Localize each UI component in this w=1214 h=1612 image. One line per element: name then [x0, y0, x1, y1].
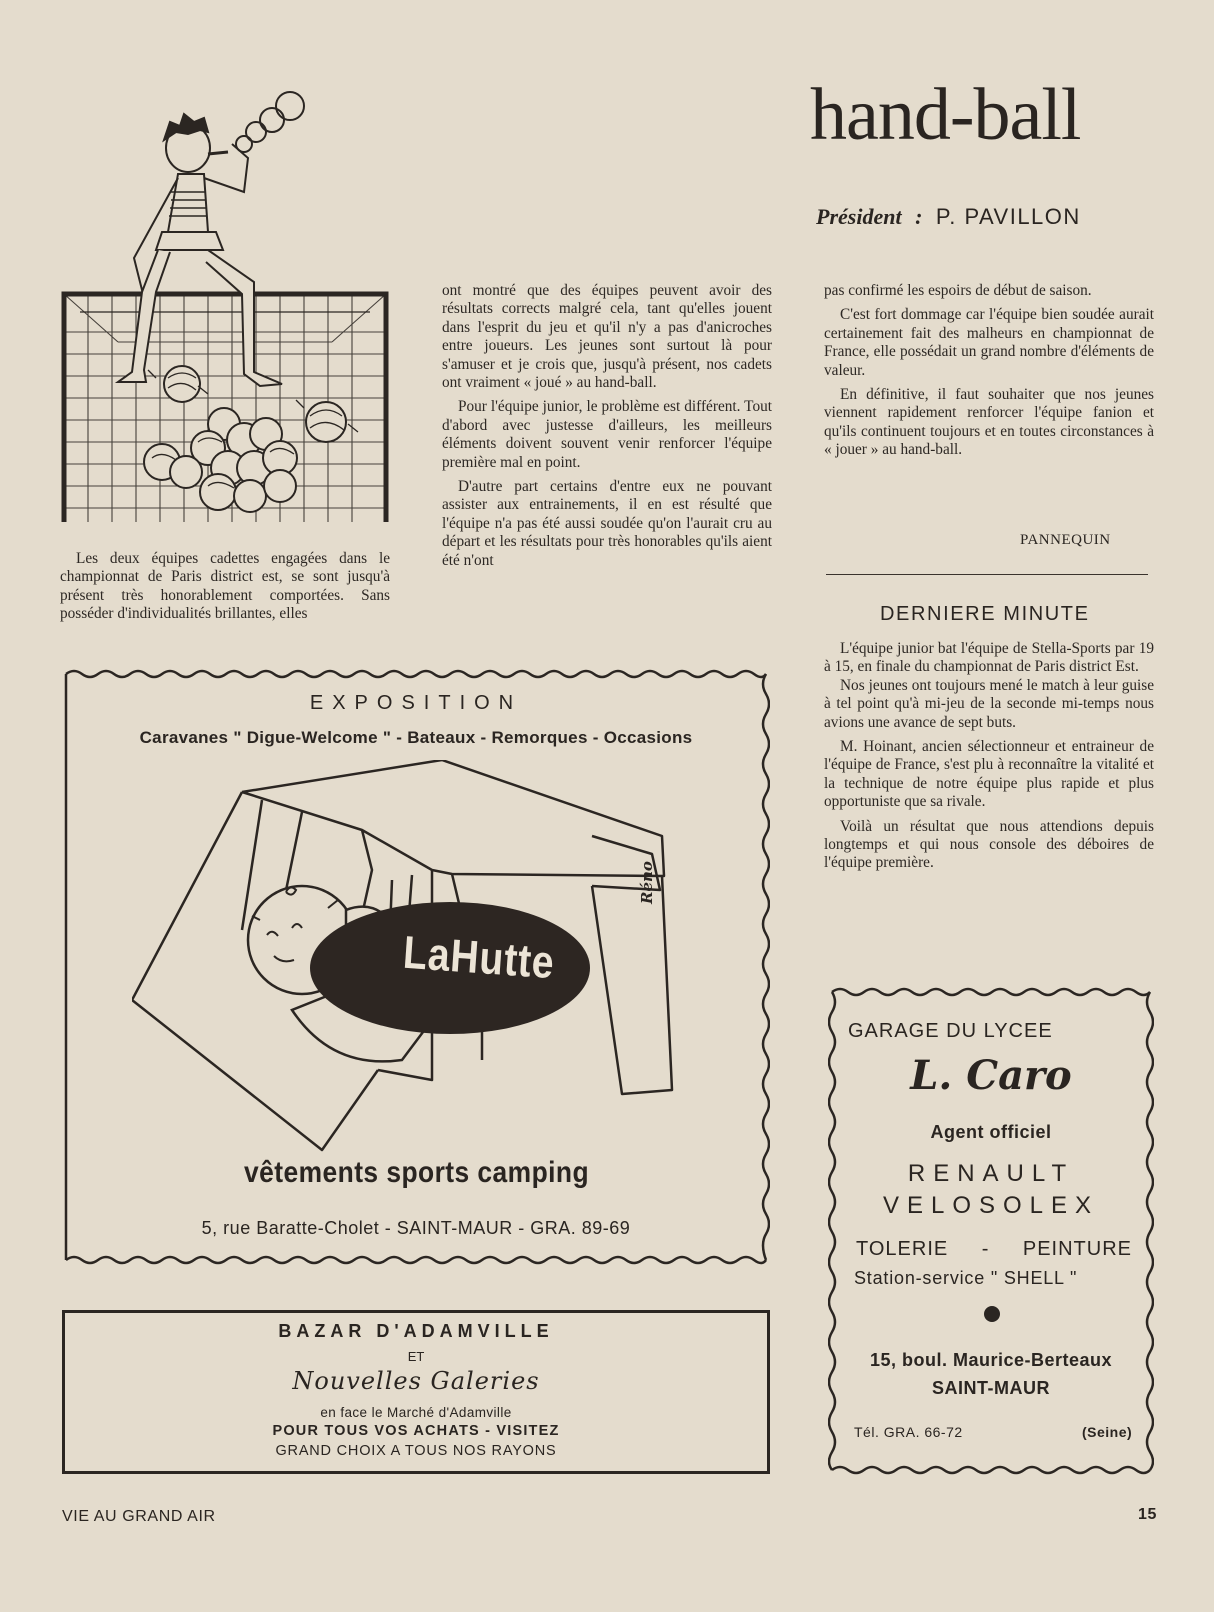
ad-artist-signature: Réno: [638, 861, 656, 904]
article-paragraph: En définitive, il faut souhaiter que nos jeunes viennent rapidement renforcer l'équipe fanion et qu'ils continuent toujours et en toutes circonstances à « jouer » au hand-ball.: [824, 386, 1154, 459]
ad-bazar-location: en face le Marché d'Adamville: [320, 1405, 512, 1420]
ad-exposition-heading: EXPOSITION: [309, 692, 523, 714]
president-line: [816, 204, 1081, 230]
article-paragraph: Les deux équipes cadettes engagées dans le championnat de Paris district est, se sont jusqu'à présent très honorablement comportées. Sans posséder d'individualités brillantes, elles: [60, 550, 390, 623]
ad-garage-services: [856, 1238, 1132, 1261]
derniere-minute-paragraph: L'équipe junior bat l'équipe de Stella-Sports par 19 à 15, en finale du championnat de Paris district Est.: [824, 640, 1154, 676]
president-role: Président: [816, 204, 902, 229]
ad-bazar-title: BAZAR D'ADAMVILLE: [278, 1321, 554, 1341]
article-paragraph: D'autre part certains d'entre eux ne pouvant assister aux entrainements, il en est résulté que l'équipe n'a pas été aussi soudée qu'on l'aurait cru au départ et les résultats pour très honorables qu'ils aient été n'ont: [442, 478, 772, 569]
ad-exposition-subheading: Caravanes " Digue-Welcome " - Bateaux - Remorques - Occasions: [139, 728, 693, 747]
ad-exposition-address: 5, rue Baratte-Cholet - SAINT-MAUR - GRA. 89-69: [201, 1218, 631, 1238]
ad-garage-brand-renault: RENAULT: [907, 1160, 1075, 1187]
footer-magazine: VIE AU GRAND AIR: [62, 1508, 216, 1525]
ad-garage-address: 15, boul. Maurice-Berteaux: [869, 1350, 1113, 1370]
ad-bazar: [62, 1310, 770, 1474]
ad-garage-brand-velosolex: VELOSOLEX: [882, 1192, 1100, 1219]
ad-brand: LaHutte: [401, 925, 557, 989]
ad-garage-name: GARAGE DU LYCEE: [848, 1020, 1053, 1042]
bullet-dot-icon: [984, 1306, 1000, 1322]
derniere-minute-paragraph: Voilà un résultat que nous attendions depuis longtemps et qui nous console des déboires de l'équipe première.: [824, 817, 1154, 872]
section-divider: [826, 574, 1148, 575]
ad-garage-department: (Seine): [1082, 1424, 1133, 1440]
article-signature: PANNEQUIN: [1020, 532, 1111, 548]
ad-garage-agent: Agent officiel: [930, 1122, 1052, 1142]
derniere-minute-title: DERNIERE MINUTE: [880, 603, 1090, 625]
article-column-1: [60, 550, 390, 624]
ad-exposition: [62, 668, 770, 1266]
ad-bazar-slogan: POUR TOUS VOS ACHATS - VISITEZ: [272, 1423, 560, 1439]
ad-exposition-tagline: vêtements sports camping: [244, 1156, 590, 1189]
article-column-3: [824, 282, 1154, 460]
ad-garage-peinture: PEINTURE: [1022, 1238, 1132, 1260]
goalkeeper-illustration: [58, 82, 392, 524]
ad-garage-dash: -: [981, 1238, 990, 1260]
ad-bazar-et: ET: [407, 1349, 425, 1364]
ad-garage-phone: Tél. GRA. 66-72: [854, 1424, 963, 1440]
article-paragraph: C'est fort dommage car l'équipe bien soudée aurait certainement fait des malheurs en championnat de France, elle possédait un grand nombre d'éléments de valeur.: [824, 306, 1154, 379]
ad-bazar-name: Nouvelles Galeries: [292, 1367, 540, 1395]
ad-garage-owner: L. Caro: [910, 1052, 1072, 1099]
ad-garage-station: Station-service " SHELL ": [854, 1268, 1078, 1288]
ad-garage: [828, 986, 1154, 1476]
derniere-minute-paragraph: Nos jeunes ont toujours mené le match à leur guise à tel point qu'à mi-jeu de la seconde mi-temps nous avions une avance de sept buts.: [824, 676, 1154, 731]
article-column-2: [442, 282, 772, 570]
article-paragraph: ont montré que des équipes peuvent avoir des résultats corrects malgré cela, tant qu'elles jouent dans l'esprit du jeu et qu'il n'y a pas d'anicroches entre joueurs. Les jeunes sont surtout là pour s'amuser et je crois que, jusqu'à présent, nos cadets ont vraiment « joué » au hand-ball.: [442, 282, 772, 392]
derniere-minute-paragraph: M. Hoinant, ancien sélectionneur et entraineur de l'équipe de France, s'est plu à reconnaître la vitalité et la technique de notre équipe plus rapide et plus opportuniste que sa rivale.: [824, 738, 1154, 811]
ad-garage-city: SAINT-MAUR: [932, 1378, 1050, 1398]
derniere-minute-body: [824, 640, 1154, 873]
president-name: P. PAVILLON: [935, 204, 1081, 229]
page-title: hand-ball: [810, 74, 1081, 156]
ad-bazar-offer: GRAND CHOIX A TOUS NOS RAYONS: [275, 1443, 557, 1459]
article-paragraph: Pour l'équipe junior, le problème est différent. Tout d'abord avec justesse d'ailleurs, les meilleurs éléments doivent souvent venir renforcer l'équipe première mal en point.: [442, 398, 772, 471]
article-paragraph: pas confirmé les espoirs de début de saison.: [824, 282, 1092, 299]
ad-garage-tolerie: TOLERIE: [856, 1238, 949, 1260]
president-separator: :: [915, 204, 923, 229]
footer-page-number: 15: [1138, 1506, 1157, 1523]
